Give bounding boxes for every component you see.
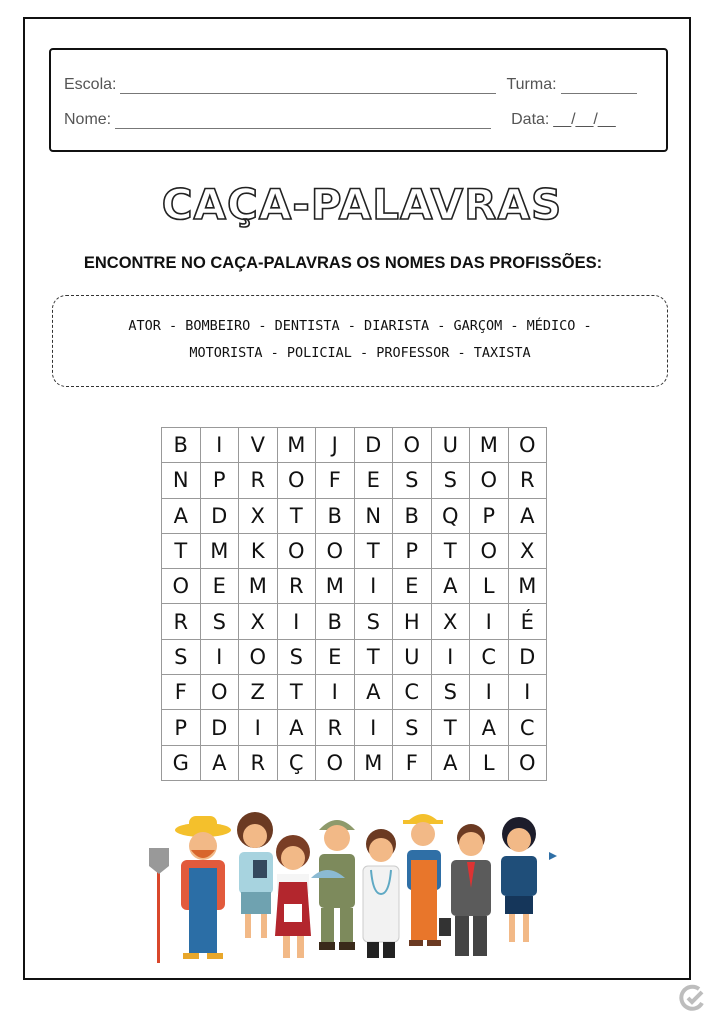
grid-cell[interactable]: A bbox=[431, 745, 470, 780]
grid-cell[interactable]: É bbox=[508, 604, 547, 639]
grid-cell[interactable]: D bbox=[200, 498, 239, 533]
grid-row bbox=[162, 604, 547, 639]
grid-cell[interactable]: Z bbox=[239, 675, 278, 710]
grid-cell[interactable]: R bbox=[162, 604, 201, 639]
grid-cell[interactable]: T bbox=[277, 675, 316, 710]
word-list-line-1: ATOR - BOMBEIRO - DENTISTA - DIARISTA - GARÇOM - MÉDICO - bbox=[128, 318, 592, 334]
school-label: Escola: bbox=[64, 76, 117, 93]
grid-cell[interactable]: C bbox=[470, 639, 509, 674]
businessman-figure bbox=[439, 824, 491, 956]
grid-cell[interactable]: S bbox=[393, 463, 432, 498]
grid-cell[interactable]: H bbox=[393, 604, 432, 639]
grid-cell[interactable]: T bbox=[162, 533, 201, 568]
grid-row bbox=[162, 710, 547, 745]
grid-cell[interactable]: A bbox=[431, 569, 470, 604]
grid-cell[interactable]: I bbox=[508, 675, 547, 710]
grid-cell[interactable]: S bbox=[162, 639, 201, 674]
grid-cell[interactable]: F bbox=[316, 463, 355, 498]
grid-cell[interactable]: G bbox=[162, 745, 201, 780]
grid-cell[interactable]: T bbox=[431, 533, 470, 568]
grid-cell[interactable]: A bbox=[277, 710, 316, 745]
grid-cell[interactable]: I bbox=[239, 710, 278, 745]
grid-row bbox=[162, 675, 547, 710]
grid-row bbox=[162, 569, 547, 604]
grid-cell[interactable]: M bbox=[316, 569, 355, 604]
date-label: Data: bbox=[511, 111, 550, 128]
grid-cell[interactable]: F bbox=[393, 745, 432, 780]
school-field[interactable] bbox=[120, 77, 496, 94]
grid-cell[interactable]: I bbox=[431, 639, 470, 674]
grid-cell[interactable]: A bbox=[470, 710, 509, 745]
grid-cell[interactable]: B bbox=[162, 428, 201, 463]
grid-cell[interactable]: J bbox=[316, 428, 355, 463]
grid-cell[interactable]: D bbox=[200, 710, 239, 745]
grid-row bbox=[162, 533, 547, 568]
grid-row bbox=[162, 463, 547, 498]
grid-cell[interactable]: A bbox=[200, 745, 239, 780]
page-title: CAÇA-PALAVRAS bbox=[161, 180, 563, 229]
grid-cell[interactable]: N bbox=[354, 498, 393, 533]
grid-cell[interactable]: D bbox=[354, 428, 393, 463]
student-info-box bbox=[49, 48, 668, 152]
grid-cell[interactable]: P bbox=[162, 710, 201, 745]
flight-attendant-figure bbox=[501, 817, 557, 942]
grid-cell[interactable]: S bbox=[431, 463, 470, 498]
soldier-figure bbox=[311, 820, 355, 950]
construction-worker-figure bbox=[403, 814, 443, 946]
grid-cell[interactable]: N bbox=[162, 463, 201, 498]
grid-cell[interactable]: I bbox=[200, 428, 239, 463]
grid-cell[interactable]: O bbox=[316, 745, 355, 780]
grid-cell[interactable]: X bbox=[239, 604, 278, 639]
grid-cell[interactable]: L bbox=[470, 745, 509, 780]
grid-cell[interactable]: S bbox=[431, 675, 470, 710]
name-label: Nome: bbox=[64, 111, 112, 128]
grid-cell[interactable]: C bbox=[393, 675, 432, 710]
waitress-figure bbox=[275, 835, 311, 958]
grid-cell[interactable]: I bbox=[316, 675, 355, 710]
grid-cell[interactable]: S bbox=[393, 710, 432, 745]
farmer-figure bbox=[149, 816, 231, 963]
grid-cell[interactable]: P bbox=[470, 498, 509, 533]
grid-cell[interactable]: T bbox=[354, 639, 393, 674]
grid-cell[interactable]: M bbox=[354, 745, 393, 780]
teacher-figure bbox=[237, 812, 273, 938]
doctor-figure bbox=[363, 829, 399, 958]
grid-cell[interactable]: B bbox=[316, 498, 355, 533]
grid-cell[interactable]: C bbox=[508, 710, 547, 745]
grid-cell[interactable]: A bbox=[354, 675, 393, 710]
grid-cell[interactable]: E bbox=[354, 463, 393, 498]
grid-cell[interactable]: S bbox=[200, 604, 239, 639]
grid-row bbox=[162, 428, 547, 463]
grid-cell[interactable]: Q bbox=[431, 498, 470, 533]
grid-cell[interactable]: B bbox=[316, 604, 355, 639]
name-field[interactable] bbox=[115, 112, 491, 129]
grid-cell[interactable]: E bbox=[200, 569, 239, 604]
grid-cell[interactable]: I bbox=[277, 604, 316, 639]
grid-cell[interactable]: O bbox=[508, 428, 547, 463]
grid-cell[interactable]: X bbox=[239, 498, 278, 533]
grid-cell[interactable]: R bbox=[508, 463, 547, 498]
grid-cell[interactable]: E bbox=[316, 639, 355, 674]
grid-cell[interactable]: R bbox=[277, 569, 316, 604]
grid-cell[interactable]: X bbox=[431, 604, 470, 639]
professions-illustration bbox=[145, 808, 565, 968]
grid-cell[interactable]: P bbox=[200, 463, 239, 498]
grid-cell[interactable]: A bbox=[508, 498, 547, 533]
grid-cell[interactable]: B bbox=[393, 498, 432, 533]
grid-cell[interactable]: X bbox=[508, 533, 547, 568]
grid-cell[interactable]: P bbox=[393, 533, 432, 568]
grid-cell[interactable]: A bbox=[162, 498, 201, 533]
grid-cell[interactable]: O bbox=[508, 745, 547, 780]
grid-cell[interactable]: D bbox=[508, 639, 547, 674]
grid-cell[interactable]: L bbox=[470, 569, 509, 604]
grid-cell[interactable]: O bbox=[316, 533, 355, 568]
grid-row bbox=[162, 745, 547, 780]
name-row bbox=[64, 107, 646, 129]
grid-cell[interactable]: M bbox=[239, 569, 278, 604]
grid-cell[interactable]: O bbox=[470, 533, 509, 568]
grid-cell[interactable]: O bbox=[239, 639, 278, 674]
grid-row bbox=[162, 639, 547, 674]
grid-cell[interactable]: E bbox=[393, 569, 432, 604]
class-field[interactable] bbox=[561, 77, 637, 94]
grid-cell[interactable]: I bbox=[354, 569, 393, 604]
grid-cell[interactable]: S bbox=[354, 604, 393, 639]
grid-cell[interactable]: O bbox=[393, 428, 432, 463]
instruction-text: ENCONTRE NO CAÇA-PALAVRAS OS NOMES DAS PROFISSÕES: bbox=[83, 254, 603, 272]
grid-cell[interactable]: O bbox=[470, 463, 509, 498]
grid-row bbox=[162, 498, 547, 533]
grid-cell[interactable]: V bbox=[239, 428, 278, 463]
check-logo-icon bbox=[678, 983, 708, 1013]
grid-cell[interactable]: I bbox=[354, 710, 393, 745]
word-search-grid bbox=[161, 427, 547, 781]
grid-cell[interactable]: T bbox=[277, 498, 316, 533]
grid-cell[interactable]: O bbox=[200, 675, 239, 710]
school-row bbox=[64, 72, 646, 94]
grid-cell[interactable]: R bbox=[239, 745, 278, 780]
grid-cell[interactable]: S bbox=[277, 639, 316, 674]
grid-cell[interactable]: F bbox=[162, 675, 201, 710]
word-list-box bbox=[52, 295, 668, 387]
grid-cell[interactable]: U bbox=[431, 428, 470, 463]
date-field[interactable]: __/__/__ bbox=[553, 111, 616, 128]
grid-cell[interactable]: T bbox=[354, 533, 393, 568]
grid-cell[interactable]: T bbox=[431, 710, 470, 745]
grid-cell[interactable]: R bbox=[239, 463, 278, 498]
grid-cell[interactable]: M bbox=[508, 569, 547, 604]
grid-cell[interactable]: K bbox=[239, 533, 278, 568]
grid-cell[interactable]: Ç bbox=[277, 745, 316, 780]
grid-cell[interactable]: O bbox=[277, 533, 316, 568]
grid-cell[interactable]: I bbox=[470, 675, 509, 710]
grid-cell[interactable]: M bbox=[200, 533, 239, 568]
grid-cell[interactable]: M bbox=[470, 428, 509, 463]
grid-cell[interactable]: R bbox=[316, 710, 355, 745]
grid-cell[interactable]: O bbox=[277, 463, 316, 498]
grid-cell[interactable]: M bbox=[277, 428, 316, 463]
grid-cell[interactable]: I bbox=[200, 639, 239, 674]
word-list-line-2: MOTORISTA - POLICIAL - PROFESSOR - TAXISTA bbox=[189, 345, 531, 361]
class-label: Turma: bbox=[506, 76, 557, 93]
grid-cell[interactable]: U bbox=[393, 639, 432, 674]
grid-cell[interactable]: O bbox=[162, 569, 201, 604]
grid-cell[interactable]: I bbox=[470, 604, 509, 639]
